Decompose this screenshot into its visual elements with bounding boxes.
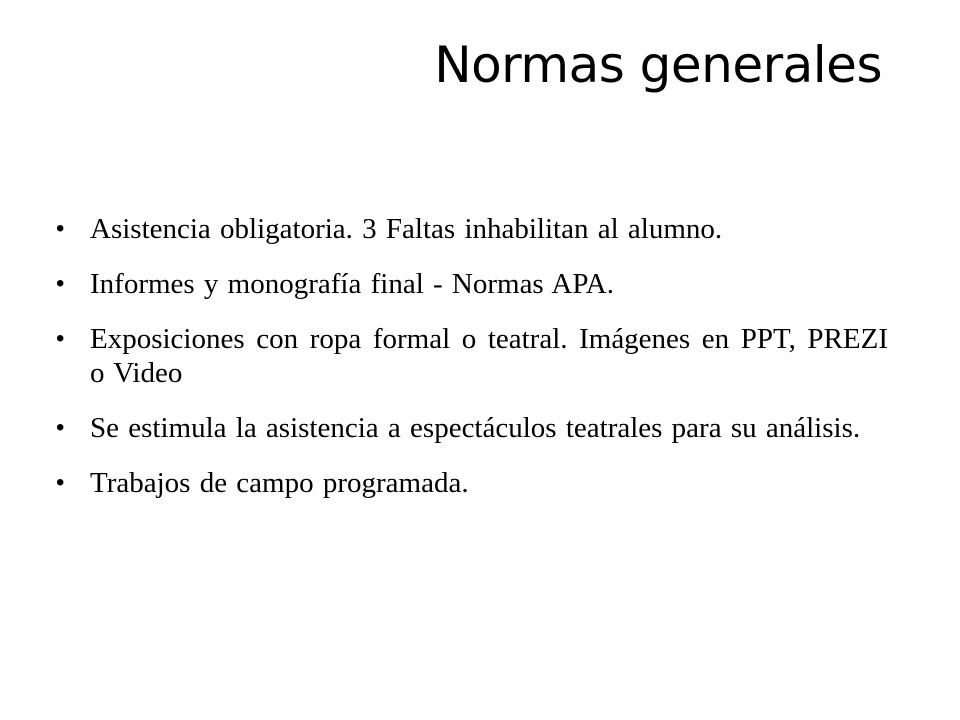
bullet-item-2 (56, 267, 888, 301)
bullet-item-1 (56, 212, 888, 246)
bullet-text-2: Informes y monografía final - Normas APA. (90, 268, 614, 300)
bullet-item-3 (56, 322, 888, 390)
bullet-icon: • (56, 215, 65, 242)
bullet-item-5 (56, 466, 888, 500)
bullet-icon: • (56, 414, 65, 441)
bullet-text-1: Asistencia obligatoria. 3 Faltas inhabilitan al alumno. (90, 213, 723, 245)
bullet-text-3: Exposiciones con ropa formal o teatral. Imágenes en PPT, PREZI o Video (90, 323, 888, 389)
bullet-text-4: Se estimula la asistencia a espectáculos teatrales para su análisis. (90, 412, 861, 444)
bullet-icon: • (56, 325, 65, 352)
bullet-list (56, 212, 888, 521)
bullet-icon: • (56, 469, 65, 496)
bullet-item-4 (56, 411, 888, 445)
slide-title: Normas generales (434, 36, 882, 94)
bullet-icon: • (56, 270, 65, 297)
bullet-text-5: Trabajos de campo programada. (90, 467, 469, 499)
